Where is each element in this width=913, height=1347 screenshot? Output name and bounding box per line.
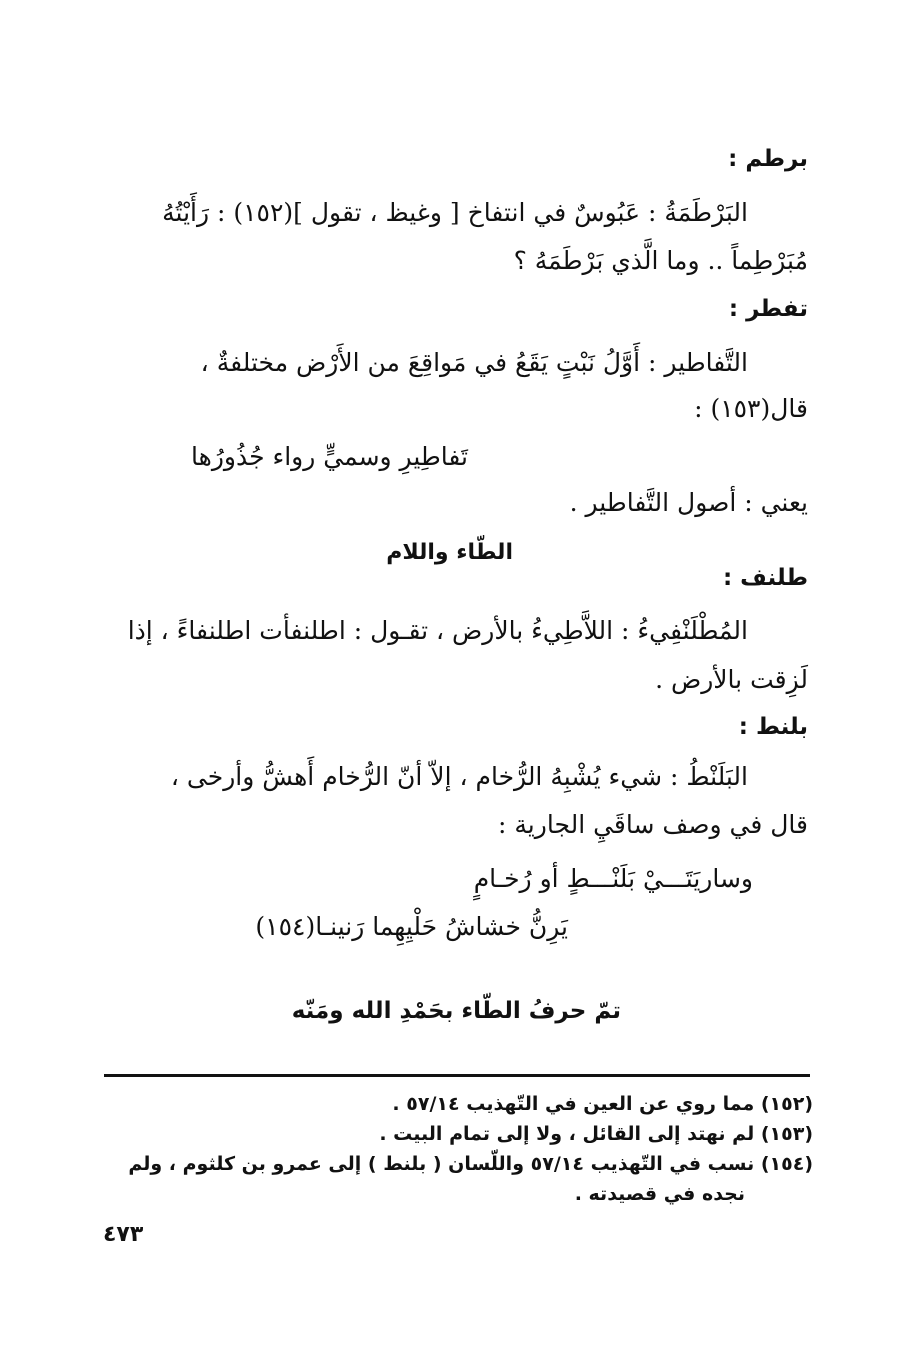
entry-text-line: يعني : أصول التَّفاطير .	[569, 488, 808, 517]
entry-heading-tafattar: تفطر :	[728, 296, 808, 322]
entry-text-line: قال في وصف ساقَيِ الجارية :	[498, 810, 808, 839]
entry-text-line: قال(١٥٣) :	[694, 394, 808, 423]
footnote-152: (١٥٢) مما روي عن العين في التّهذيب ٥٧/١٤ .	[392, 1093, 813, 1115]
footnote-154: (١٥٤) نسب في التّهذيب ٥٧/١٤ واللّسان ( بلنط ) إلى عمرو بن كلثوم ، ولم	[128, 1153, 813, 1175]
entry-text-line: التَّفاطير : أَوَّلُ نَبْتٍ يَقَعُ في مَواقِعَ من الأَرْض مختلفةٌ ،	[200, 348, 748, 377]
section-title: الطّاء واللام	[386, 540, 513, 565]
page-number: ٤٧٣	[103, 1222, 144, 1247]
entry-heading-balnat: بلنط :	[738, 714, 808, 740]
entry-text-line: البَرْطَمَةُ : عَبُوسٌ في انتفاخ [ وغيظ ، تقول ](١٥٢) : رَأَيْتُهُ	[162, 198, 748, 227]
closing-line: تمّ حرفُ الطّاء بحَمْدِ الله ومَنّه	[291, 998, 621, 1024]
entry-heading-bartam: برطم :	[728, 146, 808, 172]
verse-line: تَفاطِيرِ وسميٍّ رواء جُذُورُها	[191, 442, 468, 471]
entry-text-line: لَزِقت بالأرض .	[655, 665, 808, 694]
entry-text-line: المُطْلَنْفِيءُ : اللاَّطِيءُ بالأرض ، تقـول : اطلنفأت اطلنفاءً ، إذا	[127, 616, 748, 645]
entry-text-line: مُبَرْطِماً .. وما الَّذي بَرْطَمَهُ ؟	[513, 246, 808, 275]
footnote-153: (١٥٣) لم نهتد إلى القائل ، ولا إلى تمام البيت .	[379, 1123, 813, 1145]
entry-heading-talnaf: طلنف :	[722, 565, 808, 591]
entry-text-line: البَلَنْطُ : شيء يُشْبِهُ الرُّخام ، إلاّ أنّ الرُّخام أَهشُّ وأرخى ،	[170, 762, 748, 791]
footnote-154-continued: نجده في قصيدته .	[574, 1183, 745, 1205]
verse-line: وساريَتَـــيْ بَلَنْـــطٍ أو رُخـامٍ	[473, 864, 753, 893]
verse-line: يَرِنُّ خشاشُ حَلْيِهِما رَنينـا(١٥٤)	[255, 912, 568, 941]
footnote-divider	[104, 1074, 810, 1077]
